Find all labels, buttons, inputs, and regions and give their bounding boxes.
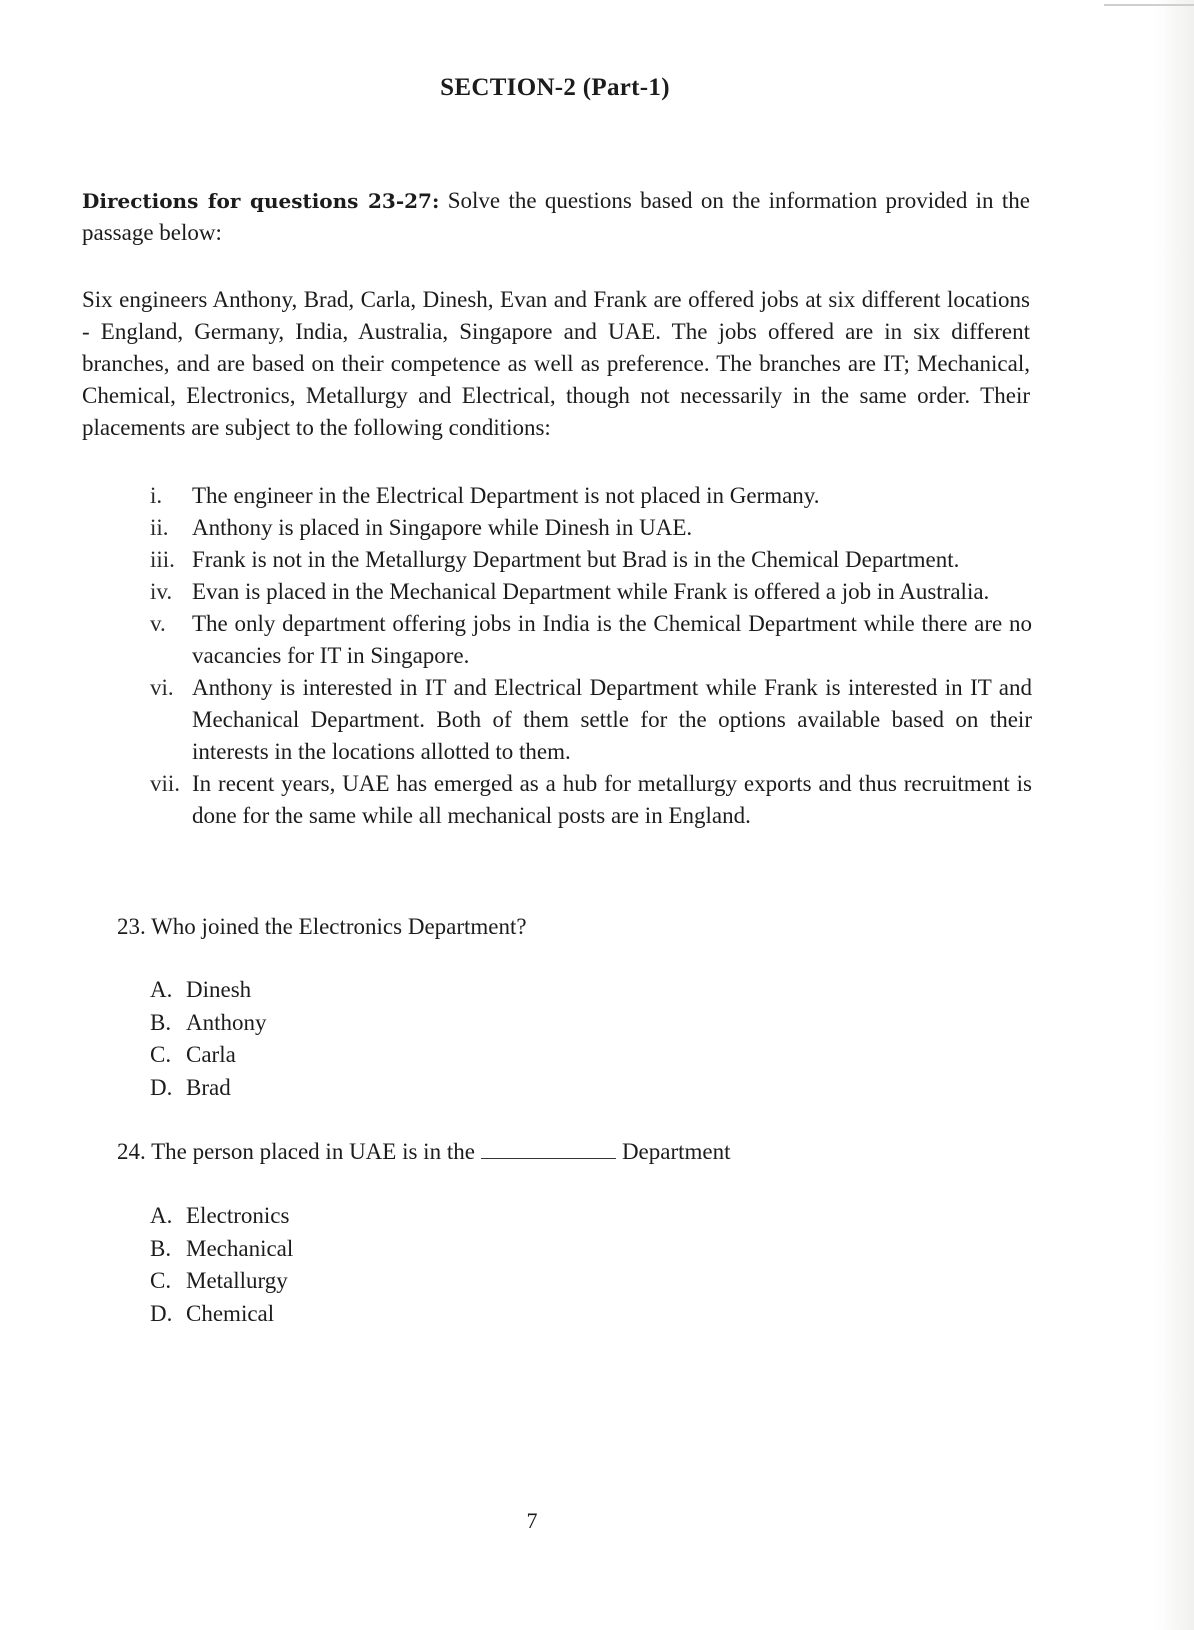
page-edge-shadow [1154,0,1194,1630]
option-letter: A. [150,977,173,1002]
option-text: Metallurgy [186,1268,288,1293]
condition-number: vii. [150,771,181,796]
option-letter: C. [150,1268,172,1293]
question-24 [117,1136,731,1168]
question-text-after: Department [621,1139,731,1164]
condition-text: The engineer in the Electrical Department is not placed in Germany. [192,483,820,508]
condition-item [150,576,1032,608]
directions-label: Directions for questions 23-27: [82,189,440,213]
option-text: Carla [186,1042,236,1067]
condition-number: ii. [150,515,169,540]
option-text: Brad [186,1074,231,1100]
option-item [150,1233,293,1266]
condition-number: i. [150,483,163,508]
condition-text: In recent years, UAE has emerged as a hub for metallurgy exports and thus recruitment is done for the same while all mechanical posts are in England. [192,771,1032,828]
condition-text: The only department offering jobs in India is the Chemical Department while there are no vacancies for IT in Singapore. [192,611,1032,668]
question-24-options [150,1200,293,1330]
option-text: Electronics [186,1203,290,1228]
condition-number: iv. [150,579,173,604]
option-item [150,1072,267,1105]
option-letter: D. [150,1300,173,1326]
option-letter: B. [150,1009,172,1035]
answer-blank [481,1136,616,1159]
directions-paragraph [82,185,1030,249]
condition-item [150,608,1032,672]
option-letter: B. [150,1235,172,1261]
option-text: Anthony [186,1009,267,1035]
question-number: 24. [117,1139,146,1164]
option-item [150,974,267,1007]
section-title: SECTION-2 (Part-1) [440,74,670,101]
condition-number: v. [150,611,166,636]
condition-text: Frank is not in the Metallurgy Department but Brad is in the Chemical Department. [192,547,960,572]
option-text: Chemical [186,1300,275,1326]
option-letter: A. [150,1203,173,1228]
condition-text: Anthony is interested in IT and Electrical Department while Frank is interested in IT and Mechanical Department. Both of them settle for the options available based on their interests in the locations allotted to them. [192,675,1032,764]
directions-text: Solve the questions based on the information provided in the passage below: [82,188,1031,245]
question-23-options [150,974,267,1104]
question-text: Who joined the Electronics Department? [151,914,527,939]
question-text: The person placed in UAE is in the [151,1139,475,1164]
option-item [150,1039,267,1072]
option-text: Mechanical [186,1235,294,1261]
condition-text: Evan is placed in the Mechanical Department while Frank is offered a job in Australia. [192,579,990,604]
condition-item [150,672,1032,768]
option-item [150,1298,293,1331]
conditions-list [150,480,1032,832]
condition-text: Anthony is placed in Singapore while Dinesh in UAE. [192,515,693,540]
option-item [150,1265,293,1298]
passage-paragraph: Six engineers Anthony, Brad, Carla, Dinesh, Evan and Frank are offered jobs at six different locations - England, Germany, India, Australia, Singapore and UAE. The jobs offered are in six different branches, and are based on their competence as well as preference. The branches are IT; Mechanical, Chemical, Electronics, Metallurgy and Electrical, though not necessarily in the same order. Their placements are subject to the following conditions: [82,287,1030,440]
condition-item [150,768,1032,832]
option-text: Dinesh [186,977,252,1002]
question-number: 23. [117,914,146,939]
condition-number: vi. [150,675,174,700]
condition-item [150,480,1032,512]
question-23 [117,911,527,943]
scan-corner-mark [1104,4,1194,6]
option-letter: D. [150,1074,173,1100]
option-item [150,1007,267,1040]
option-letter: C. [150,1042,172,1067]
condition-item [150,544,1032,576]
option-item [150,1200,293,1233]
condition-item [150,512,1032,544]
page-number: 7 [526,1508,538,1533]
condition-number: iii. [150,547,175,572]
